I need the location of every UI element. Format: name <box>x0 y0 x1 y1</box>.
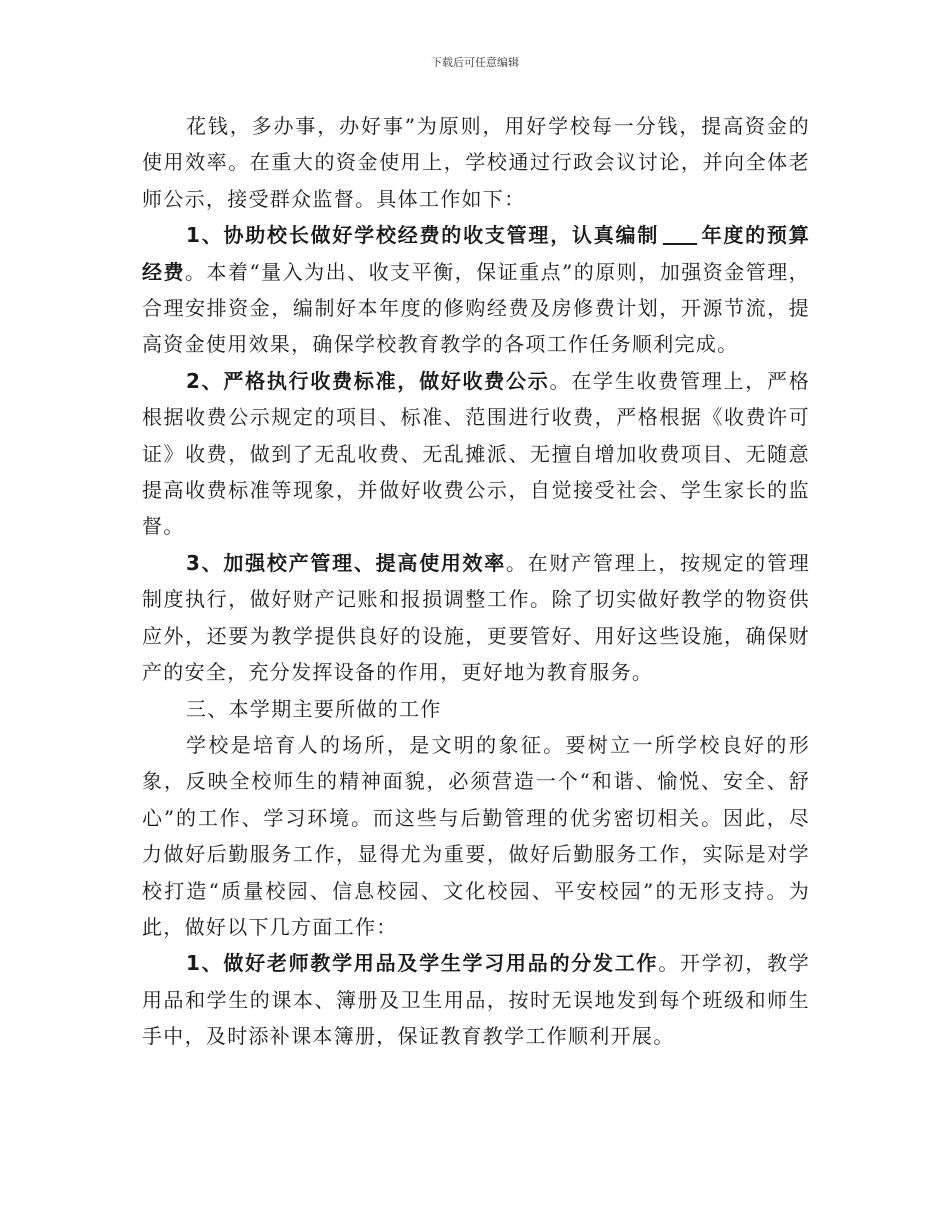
paragraph-7 <box>142 945 810 1054</box>
paragraph-heading: 1、协助校长做好学校经费的收支管理，认真编制 <box>186 223 660 248</box>
paragraph-3 <box>142 363 810 545</box>
paragraph-text: 。开学初，教学用品和学生的课本、簿册及卫生用品，按时无误地发到每个班级和师生手中，及时添补课本簿册，保证教育教学工作顺利开展。 <box>142 951 811 1049</box>
paragraph-heading: 3、加强校产管理、提高使用效率 <box>186 550 507 575</box>
page-header: 下载后可任意编辑 <box>431 56 519 69</box>
paragraph-6 <box>142 727 810 945</box>
paragraph-text: 学校是培育人的场所，是文明的象征。要树立一所学校良好的形象，反映全校师生的精神面貌，必须营造一个“和谐、愉悦、安全、舒心”的工作、学习环境。而这些与后勤管理的优劣密切相关。因此，尽力做好后勤服务工作，显得尤为重要，做好后勤服务工作，实际是对学校打造“质量校园、信息校园、文化校园、平安校园”的无形支持。为此，做好以下几方面工作： <box>142 732 810 939</box>
section-heading <box>142 691 810 727</box>
paragraph-2 <box>142 217 810 363</box>
document-body <box>142 108 810 1055</box>
paragraph-text: 。在财产管理上，按规定的管理制度执行，做好财产记账和报损调整工作。除了切实做好教学的物资供应外，还要为教学提供良好的设施，更要管好、用好这些设施，确保财产的安全，充分发挥设备的作用，更好地为教育服务。 <box>142 550 810 685</box>
paragraph-1 <box>142 108 810 217</box>
fill-in-blank <box>663 221 697 245</box>
paragraph-4 <box>142 545 810 691</box>
paragraph-heading: 2、严格执行收费标准，做好收费公示 <box>186 368 550 393</box>
section-heading-text: 三、本学期主要所做的工作 <box>186 696 442 721</box>
paragraph-text: 。在学生收费管理上，严格根据收费公示规定的项目、标准、范围进行收费，严格根据《收费许可证》收费，做到了无乱收费、无乱摊派、无擅自增加收费项目、无随意提高收费标准等现象，并做好收费公示，自觉接受社会、学生家长的监督。 <box>142 368 810 539</box>
paragraph-text: 花钱，多办事，办好事”为原则，用好学校每一分钱，提高资金的使用效率。在重大的资金使用上，学校通过行政会议讨论，并向全体老师公示，接受群众监督。具体工作如下： <box>142 114 810 211</box>
paragraph-text: 。本着“量入为出、收支平衡，保证重点”的原则，加强资金管理，合理安排资金，编制好本年度的修购经费及房修费计划，开源节流，提高资金使用效果，确保学校教育教学的各项工作任务顺利完成。 <box>142 259 810 357</box>
paragraph-heading-cont: 年度的预算经费 <box>142 223 811 284</box>
paragraph-heading: 1、做好老师教学用品及学生学习用品的分发工作 <box>186 951 659 976</box>
